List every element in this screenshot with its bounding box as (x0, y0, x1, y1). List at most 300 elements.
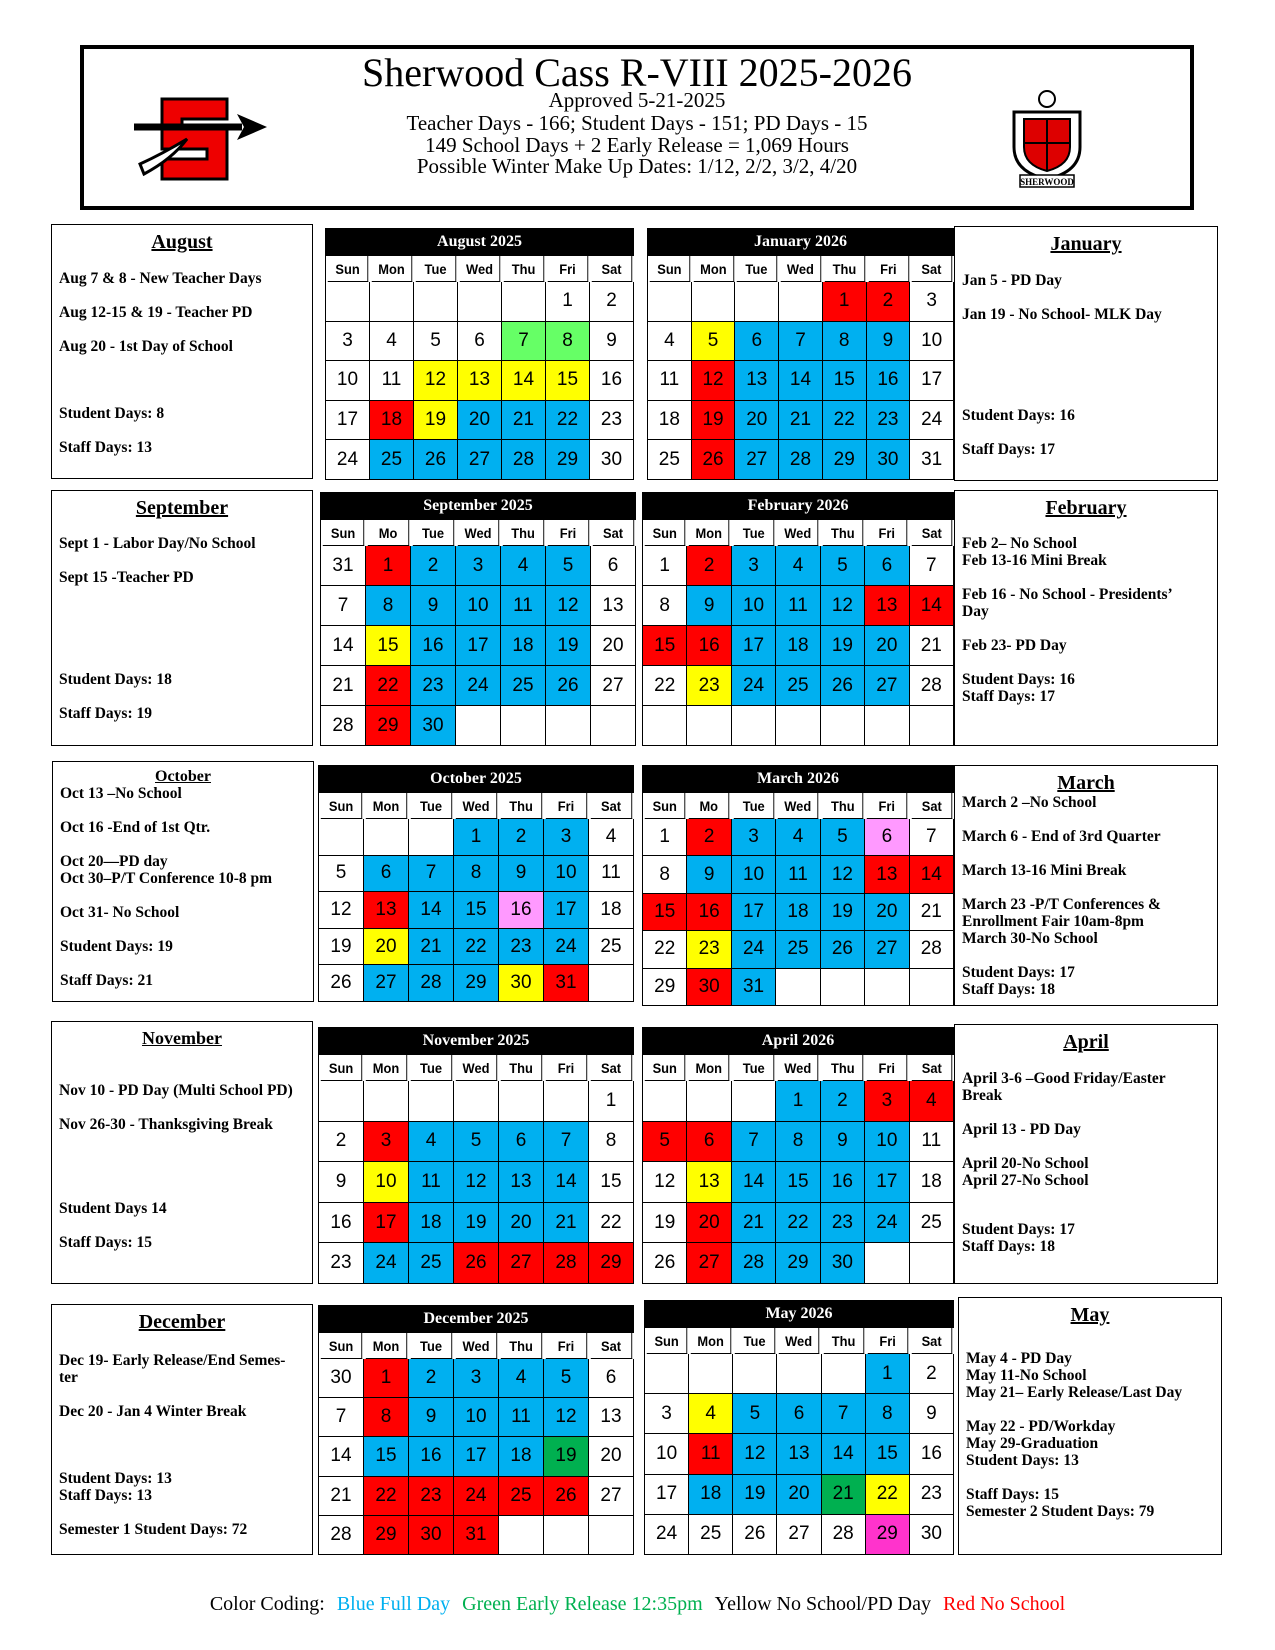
calendar-day-cell: 16 (910, 1434, 954, 1474)
calendar-day-cell: 10 (364, 1162, 409, 1203)
calendar-day-cell: 25 (501, 666, 546, 706)
calendar-day-cell: 5 (454, 1122, 499, 1163)
notes-august-events: Aug 7 & 8 - New Teacher Days Aug 12-15 & 19 - Teacher PD Aug 20 - 1st Day of School (59, 270, 262, 355)
weekday-header: Tue (416, 256, 456, 282)
calendar-day-cell: 2 (590, 282, 634, 322)
calendar-day-cell (544, 1516, 589, 1555)
calendar-day-cell: 24 (364, 1243, 409, 1284)
calendar-day-cell: 6 (687, 1122, 731, 1163)
calendar-day-cell: 27 (364, 965, 409, 1002)
calendar-day-cell: 20 (591, 626, 636, 666)
weekday-header: Wed (778, 520, 819, 546)
calendar-day-cell: 18 (370, 401, 414, 441)
calendar-day-cell: 17 (732, 626, 776, 666)
calendar-day-cell: 19 (546, 626, 591, 666)
calendar-day-cell: 20 (589, 1437, 634, 1476)
calendar-day-cell: 30 (409, 1516, 454, 1555)
weekday-header: Fri (546, 1333, 587, 1359)
calendar-day-cell: 17 (910, 361, 954, 401)
calendar-day-cell: 23 (590, 401, 634, 441)
calendar-december-2025 (318, 1305, 634, 1555)
calendar-day-cell: 29 (364, 1516, 409, 1555)
weekday-header: Fri (868, 256, 908, 282)
calendar-day-cell: 10 (544, 856, 589, 893)
calendar-day-cell: 19 (319, 929, 364, 966)
calendar-day-cell: 10 (454, 1398, 499, 1437)
calendar-day-cell: 30 (499, 965, 544, 1002)
calendar-month-title: November 2025 (318, 1027, 634, 1055)
calendar-day-cell: 25 (776, 931, 820, 968)
approved-date: Approved 5-21-2025 (548, 88, 726, 112)
calendar-day-cell: 10 (732, 586, 776, 626)
notes-november-days: Student Days 14 Staff Days: 15 (59, 1200, 167, 1251)
calendar-day-cell: 14 (732, 1162, 776, 1203)
calendar-day-cell (643, 706, 687, 746)
calendar-day-cell: 22 (454, 929, 499, 966)
calendar-day-cell: 28 (779, 440, 823, 480)
weekday-header: Wed (460, 256, 500, 282)
calendar-day-cell (591, 706, 636, 746)
calendar-day-cell (910, 1243, 954, 1284)
calendar-day-cell: 25 (648, 440, 692, 480)
calendar-day-cell: 12 (319, 892, 364, 929)
calendar-day-cell: 7 (544, 1122, 589, 1163)
calendar-day-cell: 15 (643, 894, 687, 931)
calendar-day-cell: 22 (643, 931, 687, 968)
calendar-day-cell: 19 (821, 626, 865, 666)
calendar-day-cell: 22 (546, 401, 590, 441)
calendar-day-cell: 11 (409, 1162, 454, 1203)
weekday-header: Fri (548, 520, 589, 546)
calendar-day-cell: 6 (865, 819, 909, 856)
calendar-day-cell: 21 (544, 1203, 589, 1244)
notes-august (51, 224, 313, 479)
calendar-day-cell: 17 (732, 894, 776, 931)
calendar-day-cell: 5 (733, 1394, 777, 1434)
calendar-day-cell: 11 (910, 1122, 954, 1163)
weekday-header: Tue (411, 793, 452, 819)
calendar-day-cell: 18 (776, 626, 820, 666)
calendar-day-cell: 22 (823, 401, 867, 441)
calendar-day-cell: 27 (589, 1477, 634, 1516)
calendar-day-cell: 11 (370, 361, 414, 401)
calendar-day-cell (865, 706, 909, 746)
calendar-day-cell: 15 (866, 1434, 910, 1474)
calendar-day-cell: 20 (499, 1203, 544, 1244)
calendar-september-2025 (320, 492, 636, 746)
notes-october-events: Oct 13 –No School Oct 16 -End of 1st Qtr. Oct 20—PD day Oct 30–P/T Conference 10-8 pm Oct 31- No School Student Days: 19 Staff Days: 21 (60, 785, 273, 989)
color-legend (0, 1593, 1275, 1616)
calendar-day-cell: 3 (865, 1081, 909, 1122)
days-summary: Teacher Days - 166; Student Days - 151; PD Days - 15 (406, 111, 868, 135)
calendar-day-cell: 15 (589, 1162, 634, 1203)
calendar-day-cell (319, 819, 364, 856)
notes-september-events: Sept 1 - Labor Day/No School Sept 15 -Teacher PD (59, 535, 256, 586)
calendar-day-cell: 6 (499, 1122, 544, 1163)
calendar-day-cell: 29 (366, 706, 411, 746)
calendar-day-cell: 16 (319, 1203, 364, 1244)
calendar-day-cell: 27 (458, 440, 502, 480)
notes-february (954, 490, 1218, 746)
calendar-day-cell: 15 (366, 626, 411, 666)
legend-green: Green Early Release 12:35pm (462, 1593, 703, 1615)
calendar-day-cell (777, 1354, 821, 1394)
calendar-day-cell: 22 (366, 666, 411, 706)
calendar-day-cell (821, 969, 865, 1006)
calendar-day-cell: 31 (454, 1516, 499, 1555)
calendar-grid (318, 1332, 634, 1555)
notes-november-title: November (142, 1028, 222, 1048)
weekday-header: Mon (689, 1055, 730, 1081)
notes-january-days: Student Days: 16 Staff Days: 17 (962, 407, 1075, 458)
calendar-day-cell: 8 (866, 1394, 910, 1434)
weekday-header: Tue (734, 1055, 775, 1081)
weekday-header: Tue (735, 1328, 776, 1354)
calendar-day-cell: 16 (590, 361, 634, 401)
calendar-day-cell (589, 1516, 634, 1555)
calendar-day-cell: 20 (687, 1203, 731, 1244)
weekday-header: Wed (458, 520, 499, 546)
calendar-day-cell (544, 1081, 589, 1122)
calendar-day-cell: 6 (735, 322, 779, 362)
calendar-day-cell: 3 (544, 819, 589, 856)
calendar-day-cell: 18 (689, 1475, 733, 1515)
calendar-day-cell: 9 (411, 586, 456, 626)
calendar-day-cell (546, 706, 591, 746)
calendar-day-cell: 25 (589, 929, 634, 966)
calendar-day-cell: 6 (589, 1359, 634, 1398)
calendar-day-cell: 16 (499, 892, 544, 929)
calendar-day-cell: 27 (499, 1243, 544, 1284)
calendar-day-cell: 13 (735, 361, 779, 401)
calendar-day-cell (589, 965, 634, 1002)
weekday-header: Thu (822, 1055, 863, 1081)
weekday-header: Fri (867, 520, 908, 546)
calendar-day-cell: 5 (319, 856, 364, 893)
calendar-day-cell: 30 (319, 1359, 364, 1398)
weekday-header: Sat (912, 1328, 953, 1354)
calendar-day-cell: 27 (777, 1515, 821, 1555)
calendar-day-cell: 24 (865, 1203, 909, 1244)
notes-january (954, 226, 1218, 481)
calendar-day-cell: 3 (645, 1394, 689, 1434)
calendar-day-cell: 4 (409, 1122, 454, 1163)
calendar-day-cell (732, 706, 776, 746)
weekday-header: Tue (411, 1333, 452, 1359)
calendar-day-cell: 2 (821, 1081, 865, 1122)
calendar-day-cell: 5 (692, 322, 736, 362)
calendar-day-cell: 6 (591, 546, 636, 586)
calendar-day-cell: 9 (590, 322, 634, 362)
calendar-day-cell (370, 282, 414, 322)
calendar-day-cell: 22 (866, 1475, 910, 1515)
calendar-day-cell: 8 (454, 856, 499, 893)
weekday-header: Wed (456, 793, 497, 819)
calendar-day-cell: 23 (319, 1243, 364, 1284)
calendar-day-cell: 28 (544, 1243, 589, 1284)
calendar-month-title: March 2026 (642, 765, 954, 793)
calendar-day-cell: 1 (366, 546, 411, 586)
school-logo-s-arrow (132, 94, 267, 184)
calendar-day-cell: 9 (910, 1394, 954, 1434)
legend-prefix: Color Coding: (209, 1593, 325, 1615)
calendar-day-cell: 26 (454, 1243, 499, 1284)
notes-march (954, 765, 1218, 1006)
calendar-day-cell: 11 (776, 856, 820, 893)
calendar-day-cell: 9 (499, 856, 544, 893)
calendar-day-cell: 7 (732, 1122, 776, 1163)
weekday-header: Thu (822, 793, 863, 819)
calendar-day-cell (454, 1081, 499, 1122)
calendar-day-cell: 12 (544, 1398, 589, 1437)
calendar-day-cell: 10 (732, 856, 776, 893)
calendar-day-cell: 19 (544, 1437, 589, 1476)
calendar-grid (318, 1054, 634, 1284)
calendar-day-cell: 28 (910, 931, 954, 968)
calendar-day-cell: 9 (687, 856, 731, 893)
calendar-day-cell: 5 (546, 546, 591, 586)
calendar-day-cell: 12 (733, 1434, 777, 1474)
calendar-day-cell: 23 (687, 931, 731, 968)
calendar-day-cell: 25 (910, 1203, 954, 1244)
calendar-day-cell: 26 (821, 931, 865, 968)
weekday-header: Wed (456, 1055, 497, 1081)
calendar-day-cell: 25 (689, 1515, 733, 1555)
weekday-header: Sat (593, 520, 634, 546)
calendar-day-cell: 17 (456, 626, 501, 666)
calendar-day-cell: 26 (733, 1515, 777, 1555)
calendar-day-cell: 3 (364, 1122, 409, 1163)
calendar-day-cell: 5 (544, 1359, 589, 1398)
calendar-day-cell: 8 (643, 856, 687, 893)
calendar-day-cell: 20 (735, 401, 779, 441)
calendar-day-cell: 2 (411, 546, 456, 586)
calendar-day-cell: 21 (321, 666, 366, 706)
weekday-header: Sat (911, 793, 952, 819)
calendar-day-cell: 23 (910, 1475, 954, 1515)
calendar-month-title: April 2026 (642, 1027, 954, 1055)
calendar-day-cell: 13 (865, 856, 909, 893)
calendar-day-cell: 13 (499, 1162, 544, 1203)
calendar-day-cell: 10 (865, 1122, 909, 1163)
calendar-day-cell: 21 (822, 1475, 866, 1515)
weekday-header: Sat (591, 1055, 632, 1081)
calendar-day-cell: 5 (821, 546, 865, 586)
calendar-day-cell: 1 (546, 282, 590, 322)
calendar-day-cell: 21 (732, 1203, 776, 1244)
calendar-day-cell: 20 (865, 626, 909, 666)
notes-april-events: April 3-6 –Good Friday/Easter Break April 13 - PD Day April 20-No School April 27-No School (962, 1070, 1166, 1189)
calendar-january-2026 (647, 228, 954, 480)
calendar-day-cell: 12 (454, 1162, 499, 1203)
calendar-day-cell (409, 819, 454, 856)
calendar-day-cell: 11 (501, 586, 546, 626)
calendar-day-cell: 12 (821, 586, 865, 626)
calendar-day-cell: 22 (776, 1203, 820, 1244)
calendar-day-cell (643, 1081, 687, 1122)
notes-april (954, 1024, 1218, 1284)
calendar-day-cell: 12 (414, 361, 458, 401)
calendar-day-cell: 8 (643, 586, 687, 626)
calendar-day-cell: 19 (733, 1475, 777, 1515)
calendar-day-cell: 1 (643, 819, 687, 856)
calendar-day-cell: 18 (499, 1437, 544, 1476)
weekday-header: Fri (546, 1055, 587, 1081)
calendar-day-cell: 10 (326, 361, 370, 401)
notes-february-title: February (1045, 497, 1127, 519)
calendar-day-cell: 23 (867, 401, 911, 441)
legend-yellow: Yellow No School/PD Day (714, 1593, 931, 1615)
weekday-header: Thu (503, 520, 544, 546)
calendar-day-cell: 17 (544, 892, 589, 929)
calendar-day-cell: 2 (499, 819, 544, 856)
calendar-day-cell: 24 (326, 440, 370, 480)
weekday-header: Fri (867, 1055, 908, 1081)
calendar-day-cell: 14 (779, 361, 823, 401)
calendar-header (80, 45, 1194, 210)
calendar-day-cell: 13 (364, 892, 409, 929)
calendar-day-cell: 7 (910, 819, 954, 856)
calendar-day-cell: 8 (823, 322, 867, 362)
calendar-day-cell (865, 969, 909, 1006)
calendar-day-cell: 23 (499, 929, 544, 966)
calendar-day-cell: 7 (502, 322, 546, 362)
calendar-day-cell: 19 (454, 1203, 499, 1244)
notes-september-days: Student Days: 18 Staff Days: 19 (59, 671, 172, 722)
notes-february-events: Feb 2– No School Feb 13-16 Mini Break Feb 16 - No School - Presidents’ Day Feb 23- PD Day Student Days: 16 Staff Days: 17 (962, 535, 1173, 705)
calendar-day-cell (689, 1354, 733, 1394)
calendar-day-cell: 21 (779, 401, 823, 441)
calendar-day-cell: 24 (645, 1515, 689, 1555)
calendar-day-cell: 23 (411, 666, 456, 706)
calendar-day-cell: 30 (910, 1515, 954, 1555)
calendar-day-cell: 20 (777, 1475, 821, 1515)
calendar-day-cell: 26 (414, 440, 458, 480)
calendar-day-cell: 1 (643, 546, 687, 586)
makeup-dates: Possible Winter Make Up Dates: 1/12, 2/2, 3/2, 4/20 (416, 154, 858, 178)
calendar-day-cell: 8 (366, 586, 411, 626)
calendar-day-cell: 7 (409, 856, 454, 893)
weekday-header: Wed (778, 793, 819, 819)
weekday-header: Mon (693, 256, 733, 282)
calendar-day-cell: 14 (544, 1162, 589, 1203)
calendar-day-cell: 1 (823, 282, 867, 322)
weekday-header: Sat (592, 256, 632, 282)
calendar-day-cell: 4 (648, 322, 692, 362)
calendar-day-cell: 21 (409, 929, 454, 966)
calendar-grid (325, 255, 634, 480)
calendar-day-cell (499, 1081, 544, 1122)
calendar-day-cell (822, 1354, 866, 1394)
notes-august-days: Student Days: 8 Staff Days: 13 (59, 405, 165, 456)
calendar-day-cell: 15 (823, 361, 867, 401)
weekday-header: Sun (323, 520, 364, 546)
calendar-day-cell: 10 (910, 322, 954, 362)
calendar-day-cell: 10 (645, 1434, 689, 1474)
calendar-day-cell: 11 (499, 1398, 544, 1437)
legend-blue: Blue Full Day (336, 1593, 451, 1615)
calendar-day-cell (821, 706, 865, 746)
calendar-day-cell: 29 (823, 440, 867, 480)
calendar-day-cell: 28 (409, 965, 454, 1002)
weekday-header: Fri (867, 793, 908, 819)
calendar-day-cell: 14 (409, 892, 454, 929)
notes-december-title: December (138, 1311, 226, 1333)
notes-december-days: Student Days: 13 Staff Days: 13 Semester 1 Student Days: 72 (59, 1470, 248, 1538)
calendar-day-cell (687, 1081, 731, 1122)
calendar-day-cell (735, 282, 779, 322)
weekday-header: Sat (911, 520, 952, 546)
calendar-day-cell (865, 1243, 909, 1284)
weekday-header: Fri (548, 256, 588, 282)
calendar-day-cell: 29 (589, 1243, 634, 1284)
calendar-day-cell: 10 (456, 586, 501, 626)
calendar-day-cell: 4 (776, 546, 820, 586)
calendar-day-cell: 7 (910, 546, 954, 586)
calendar-day-cell: 15 (454, 892, 499, 929)
calendar-day-cell: 16 (867, 361, 911, 401)
notes-october (52, 761, 314, 1002)
calendar-day-cell: 1 (589, 1081, 634, 1122)
calendar-day-cell: 28 (321, 706, 366, 746)
weekday-header: Mon (366, 1333, 407, 1359)
calendar-day-cell: 26 (643, 1243, 687, 1284)
calendar-day-cell: 3 (910, 282, 954, 322)
calendar-day-cell: 3 (732, 819, 776, 856)
calendar-day-cell: 3 (456, 546, 501, 586)
calendar-day-cell: 1 (364, 1359, 409, 1398)
calendar-day-cell: 2 (319, 1122, 364, 1163)
calendar-day-cell: 28 (822, 1515, 866, 1555)
calendar-day-cell: 6 (458, 322, 502, 362)
calendar-day-cell: 16 (821, 1162, 865, 1203)
calendar-november-2025 (318, 1027, 634, 1284)
calendar-day-cell: 13 (458, 361, 502, 401)
weekday-header: Tue (734, 793, 775, 819)
calendar-day-cell: 11 (589, 856, 634, 893)
calendar-day-cell: 4 (499, 1359, 544, 1398)
calendar-day-cell: 17 (865, 1162, 909, 1203)
calendar-day-cell: 6 (777, 1394, 821, 1434)
calendar-day-cell: 1 (776, 1081, 820, 1122)
calendar-day-cell: 12 (546, 586, 591, 626)
calendar-day-cell: 21 (319, 1477, 364, 1516)
calendar-day-cell: 28 (502, 440, 546, 480)
calendar-grid (642, 519, 954, 746)
calendar-day-cell: 18 (910, 1162, 954, 1203)
calendar-day-cell: 27 (687, 1243, 731, 1284)
calendar-day-cell: 16 (687, 626, 731, 666)
calendar-day-cell (499, 1516, 544, 1555)
calendar-day-cell: 18 (589, 892, 634, 929)
calendar-day-cell: 29 (454, 965, 499, 1002)
calendar-day-cell: 17 (326, 401, 370, 441)
calendar-month-title: February 2026 (642, 492, 954, 520)
calendar-day-cell: 3 (326, 322, 370, 362)
calendar-day-cell: 25 (776, 666, 820, 706)
calendar-day-cell: 16 (411, 626, 456, 666)
calendar-day-cell: 13 (865, 586, 909, 626)
calendar-day-cell: 14 (321, 626, 366, 666)
calendar-day-cell: 12 (821, 856, 865, 893)
calendar-day-cell: 15 (364, 1437, 409, 1476)
calendar-grid (647, 255, 954, 480)
calendar-day-cell: 9 (821, 1122, 865, 1163)
weekday-header: Sat (912, 256, 952, 282)
calendar-day-cell: 29 (776, 1243, 820, 1284)
calendar-day-cell: 7 (822, 1394, 866, 1434)
calendar-april-2026 (642, 1027, 954, 1284)
